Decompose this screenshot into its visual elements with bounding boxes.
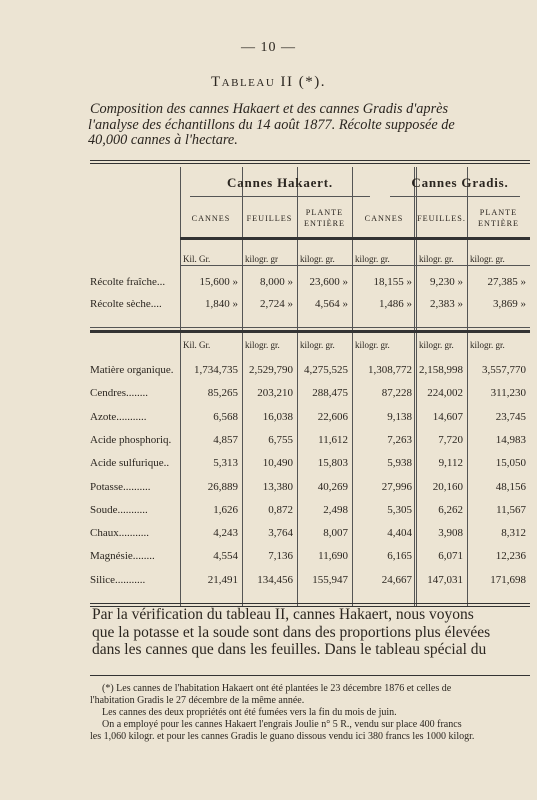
group-divider-rule — [414, 167, 415, 607]
row-label: Azote........... — [90, 410, 147, 423]
table-cell: 9,112 — [438, 457, 463, 470]
unit-label: Kil. Gr. — [183, 254, 211, 264]
table-cell: 23,600 » — [309, 276, 348, 288]
table-cell: 6,071 — [438, 550, 463, 563]
row-label: Potasse.......... — [90, 480, 151, 493]
group-header-gradis: Cannes Gradis. — [411, 175, 509, 190]
table-cell: 13,380 — [262, 480, 293, 493]
row-label: Soude........... — [90, 503, 148, 516]
row-label: Cendres........ — [90, 387, 149, 400]
column-header: FEUILLES. — [417, 214, 466, 223]
group-underline — [190, 196, 370, 197]
table-cell: 11,567 — [496, 503, 526, 516]
table-cell: 6,262 — [438, 503, 463, 516]
table-cell: 3,557,770 — [482, 364, 526, 376]
table-cell: 8,000 » — [260, 276, 293, 288]
section-rule — [90, 330, 530, 333]
table-cell: 3,764 — [268, 527, 293, 540]
table-cell: 2,498 — [323, 503, 348, 516]
table-cell: 1,308,772 — [368, 364, 412, 376]
table-cell: 9,230 » — [430, 276, 463, 288]
table-cell: 2,529,790 — [249, 364, 293, 376]
table-cell: 4,554 — [213, 550, 238, 563]
table-cell: 18,155 » — [373, 276, 412, 288]
page-number: — 10 — — [241, 40, 296, 55]
table-cell: 3,908 — [438, 527, 463, 540]
table-cell: 27,385 » — [487, 276, 526, 288]
body-paragraph — [92, 606, 528, 659]
table-cell: 8,007 — [323, 527, 348, 540]
table-cell: 1,626 — [213, 503, 238, 516]
row-label: Chaux........... — [90, 527, 149, 540]
unit-label: kilogr. gr. — [470, 254, 505, 264]
table-cell: 8,312 — [501, 527, 526, 540]
section-rule — [90, 327, 530, 328]
table-cell: 288,475 — [312, 387, 348, 400]
table-cell: 203,210 — [257, 387, 293, 400]
unit-label: kilogr. gr. — [355, 340, 390, 350]
table-cell: 23,745 — [495, 410, 526, 423]
row-label: Acide phosphoriq. — [90, 433, 172, 446]
caption-line: 40,000 cannes à l'hectare. — [88, 132, 238, 148]
unit-label: kilogr. gr. — [419, 254, 454, 264]
table-cell: 147,031 — [427, 573, 463, 586]
body-line: dans les cannes que dans les feuilles. Dans le tableau spécial du — [92, 641, 487, 658]
subheader-rule — [180, 237, 530, 240]
row-label: Magnésie........ — [90, 550, 155, 563]
table-cell: 4,857 — [213, 433, 238, 446]
row-label: Matière organique. — [90, 364, 174, 376]
table-cell: 87,228 — [381, 387, 412, 400]
footnote-line: On a employé pour les cannes Hakaert l'engrais Joulie n° 5 R., vendu sur place 400 francs — [102, 719, 462, 730]
table-cell: 2,383 » — [430, 298, 463, 310]
body-line: que la potasse et la soude sont dans des proportions plus élevées — [92, 623, 491, 641]
table-cell: 1,734,735 — [194, 364, 238, 376]
unit-label: kilogr. gr. — [245, 340, 280, 350]
caption-line: Composition des cannes Hakaert et des cannes Gradis d'après — [90, 101, 449, 117]
table-cell: 155,947 — [312, 573, 348, 586]
table-cell: 6,755 — [268, 433, 293, 446]
table-cell: 14,607 — [432, 410, 463, 423]
table-cell: 27,996 — [381, 480, 412, 493]
table-cell: 5,305 — [387, 503, 412, 516]
table-cell: 12,236 — [495, 550, 526, 563]
unit-label: kilogr. gr — [245, 254, 278, 264]
body-line: Par la vérification du tableau II, cannes Hakaert, nous voyons — [92, 606, 474, 623]
table-cell: 134,456 — [257, 573, 293, 586]
composition-table — [90, 167, 530, 607]
unit-label: kilogr. gr. — [419, 340, 454, 350]
table-cell: 6,165 — [387, 550, 412, 563]
table-cell: 311,230 — [490, 387, 526, 400]
table-cell: 2,158,998 — [419, 364, 463, 376]
table-cell: 4,404 — [387, 527, 412, 540]
row-label: Silice........... — [90, 573, 146, 586]
group-header-hakaert: Cannes Hakaert. — [227, 175, 333, 190]
row-label: Récolte sèche.... — [90, 298, 162, 310]
footnote-line: Les cannes des deux propriétés ont été fumées vers la fin du mois de juin. — [102, 707, 397, 718]
column-header: CANNES — [364, 214, 404, 223]
table-cell: 4,275,525 — [304, 364, 348, 376]
column-header: CANNES — [191, 214, 231, 223]
column-header: FEUILLES — [246, 214, 293, 223]
table-cell: 11,690 — [318, 550, 348, 563]
table-cell: 15,600 » — [199, 276, 238, 288]
caption-line: l'analyse des échantillons du 14 août 1877. Récolte supposée de — [88, 116, 455, 133]
table-cell: 2,724 » — [260, 298, 293, 310]
table-cell: 20,160 — [432, 480, 463, 493]
table-cell: 16,038 — [262, 410, 293, 423]
units-rule — [180, 265, 530, 266]
table-cell: 14,983 — [495, 433, 526, 446]
table-cell: 85,265 — [207, 387, 238, 400]
table-cell: 0,872 — [268, 503, 293, 516]
table-title: Tableau II (*). — [211, 74, 326, 90]
table-cell: 22,606 — [317, 410, 348, 423]
table-cell: 7,136 — [268, 550, 293, 563]
footnotes — [90, 683, 530, 743]
table-cell: 15,803 — [317, 457, 348, 470]
table-cell: 1,486 » — [379, 298, 412, 310]
unit-label: Kil. Gr. — [183, 340, 211, 350]
table-cell: 3,869 » — [493, 298, 526, 310]
unit-label: kilogr. gr. — [300, 340, 335, 350]
table-cell: 10,490 — [262, 457, 293, 470]
table-cell: 24,667 — [381, 573, 412, 586]
column-header: PLANTE ENTIÈRE — [477, 208, 520, 228]
table-cell: 9,138 — [387, 410, 412, 423]
column-header: PLANTE ENTIÈRE — [303, 208, 346, 228]
unit-label: kilogr. gr. — [470, 340, 505, 350]
unit-label: kilogr. gr. — [300, 254, 335, 264]
unit-label: kilogr. gr. — [355, 254, 390, 264]
footnote-line: les 1,060 kilogr. et pour les cannes Gradis le guano dissous vendu ici 380 francs les 1000 kilogr. — [90, 731, 475, 742]
footnote-line: l'habitation Gradis le 27 décembre de la même année. — [90, 695, 305, 706]
footnote-line: (*) Les cannes de l'habitation Hakaert ont été plantées le 23 décembre 1876 et celles de — [102, 683, 452, 694]
table-cell: 1,840 » — [205, 298, 238, 310]
table-cell: 224,002 — [427, 387, 463, 400]
table-cell: 5,938 — [387, 457, 412, 470]
table-cell: 11,612 — [318, 433, 348, 446]
table-caption — [88, 102, 528, 149]
table-cell: 4,243 — [213, 527, 238, 540]
table-cell: 21,491 — [207, 573, 238, 586]
table-cell: 171,698 — [490, 573, 526, 586]
table-cell: 48,156 — [495, 480, 526, 493]
table-cell: 15,050 — [495, 457, 526, 470]
table-cell: 40,269 — [317, 480, 348, 493]
row-label: Acide sulfurique.. — [90, 457, 170, 470]
table-cell: 7,720 — [438, 433, 463, 446]
table-cell: 5,313 — [213, 457, 238, 470]
row-label: Récolte fraîche... — [90, 276, 166, 288]
footnote-rule — [90, 675, 530, 676]
table-cell: 4,564 » — [315, 298, 348, 310]
table-cell: 6,568 — [213, 410, 238, 423]
table-cell: 7,263 — [387, 433, 412, 446]
table-top-rule — [90, 160, 530, 164]
table-cell: 26,889 — [207, 480, 238, 493]
group-underline — [390, 196, 520, 197]
